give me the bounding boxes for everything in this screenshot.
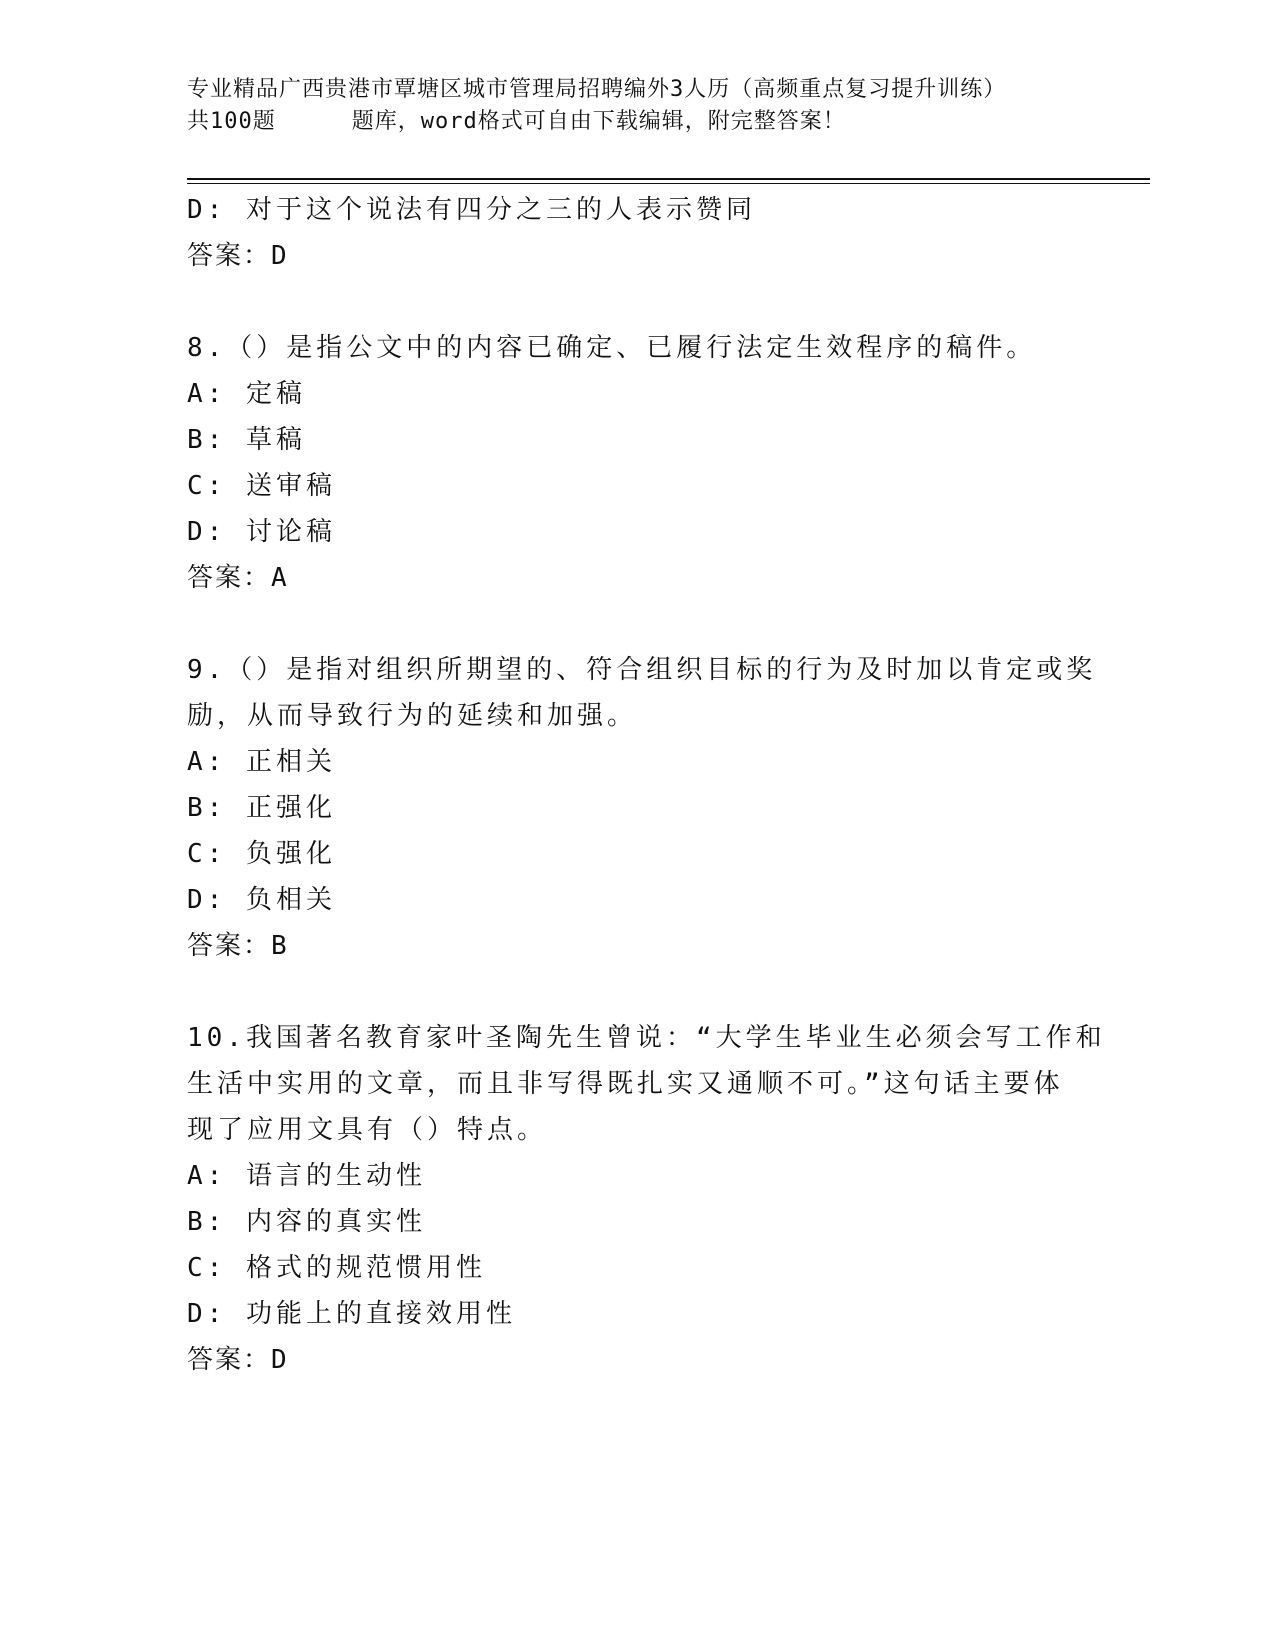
- answer-line: [187, 1337, 1087, 1383]
- answer-value: B: [271, 931, 288, 961]
- question-continuation: [187, 187, 1087, 279]
- question-stem: 8.（）是指公文中的内容已确定、已履行法定生效程序的稿件。: [187, 333, 1037, 363]
- option-c: C: 负强化: [187, 839, 336, 869]
- header-format-note: 题库，word格式可自由下载编辑，附完整答案！: [351, 109, 846, 134]
- answer-value: D: [271, 1345, 288, 1375]
- header-divider-thin: [187, 183, 1150, 184]
- question-stem-continued: 生活中实用的文章，而且非写得既扎实又通顺不可。”这句话主要体: [187, 1069, 1064, 1099]
- answer-label: 答案：: [187, 1345, 272, 1375]
- question-stem-continued: 现了应用文具有（）特点。: [187, 1115, 548, 1145]
- option-b: B: 草稿: [187, 425, 306, 455]
- option-c: C: 格式的规范惯用性: [187, 1253, 486, 1283]
- header-title-line: 专业精品广西贵港市覃塘区城市管理局招聘编外3人历（高频重点复习提升训练）: [187, 77, 1007, 102]
- answer-label: 答案：: [187, 563, 272, 593]
- option-d: D: 对于这个说法有四分之三的人表示赞同: [187, 195, 756, 225]
- answer-value: A: [271, 563, 288, 593]
- option-a: A: 正相关: [187, 747, 336, 777]
- question-stem: 10.我国著名教育家叶圣陶先生曾说：“大学生毕业生必须会写工作和: [187, 1023, 1106, 1053]
- question-stem: 9.（）是指对组织所期望的、符合组织目标的行为及时加以肯定或奖: [187, 655, 1097, 685]
- option-b: B: 内容的真实性: [187, 1207, 426, 1237]
- question-10: [187, 1015, 1106, 1383]
- document-header: [187, 74, 1087, 138]
- option-d: D: 讨论稿: [187, 517, 336, 547]
- option-a: A: 语言的生动性: [187, 1161, 426, 1191]
- answer-line: [187, 555, 1087, 601]
- header-question-count: 共100题: [187, 109, 276, 134]
- option-d: D: 功能上的直接效用性: [187, 1299, 516, 1329]
- answer-label: 答案：: [187, 241, 272, 271]
- answer-value: D: [271, 241, 288, 271]
- option-b: B: 正强化: [187, 793, 336, 823]
- answer-line: [187, 233, 1087, 279]
- question-9: [187, 647, 1097, 969]
- option-c: C: 送审稿: [187, 471, 336, 501]
- answer-label: 答案：: [187, 931, 272, 961]
- option-a: A: 定稿: [187, 379, 306, 409]
- answer-line: [187, 923, 1087, 969]
- document-body: [187, 187, 1106, 1383]
- header-divider-thick: [187, 178, 1150, 180]
- question-8: [187, 325, 1087, 601]
- question-stem-continued: 励，从而导致行为的延续和加强。: [187, 701, 638, 731]
- option-d: D: 负相关: [187, 885, 336, 915]
- header-subtitle-line: [187, 106, 1087, 138]
